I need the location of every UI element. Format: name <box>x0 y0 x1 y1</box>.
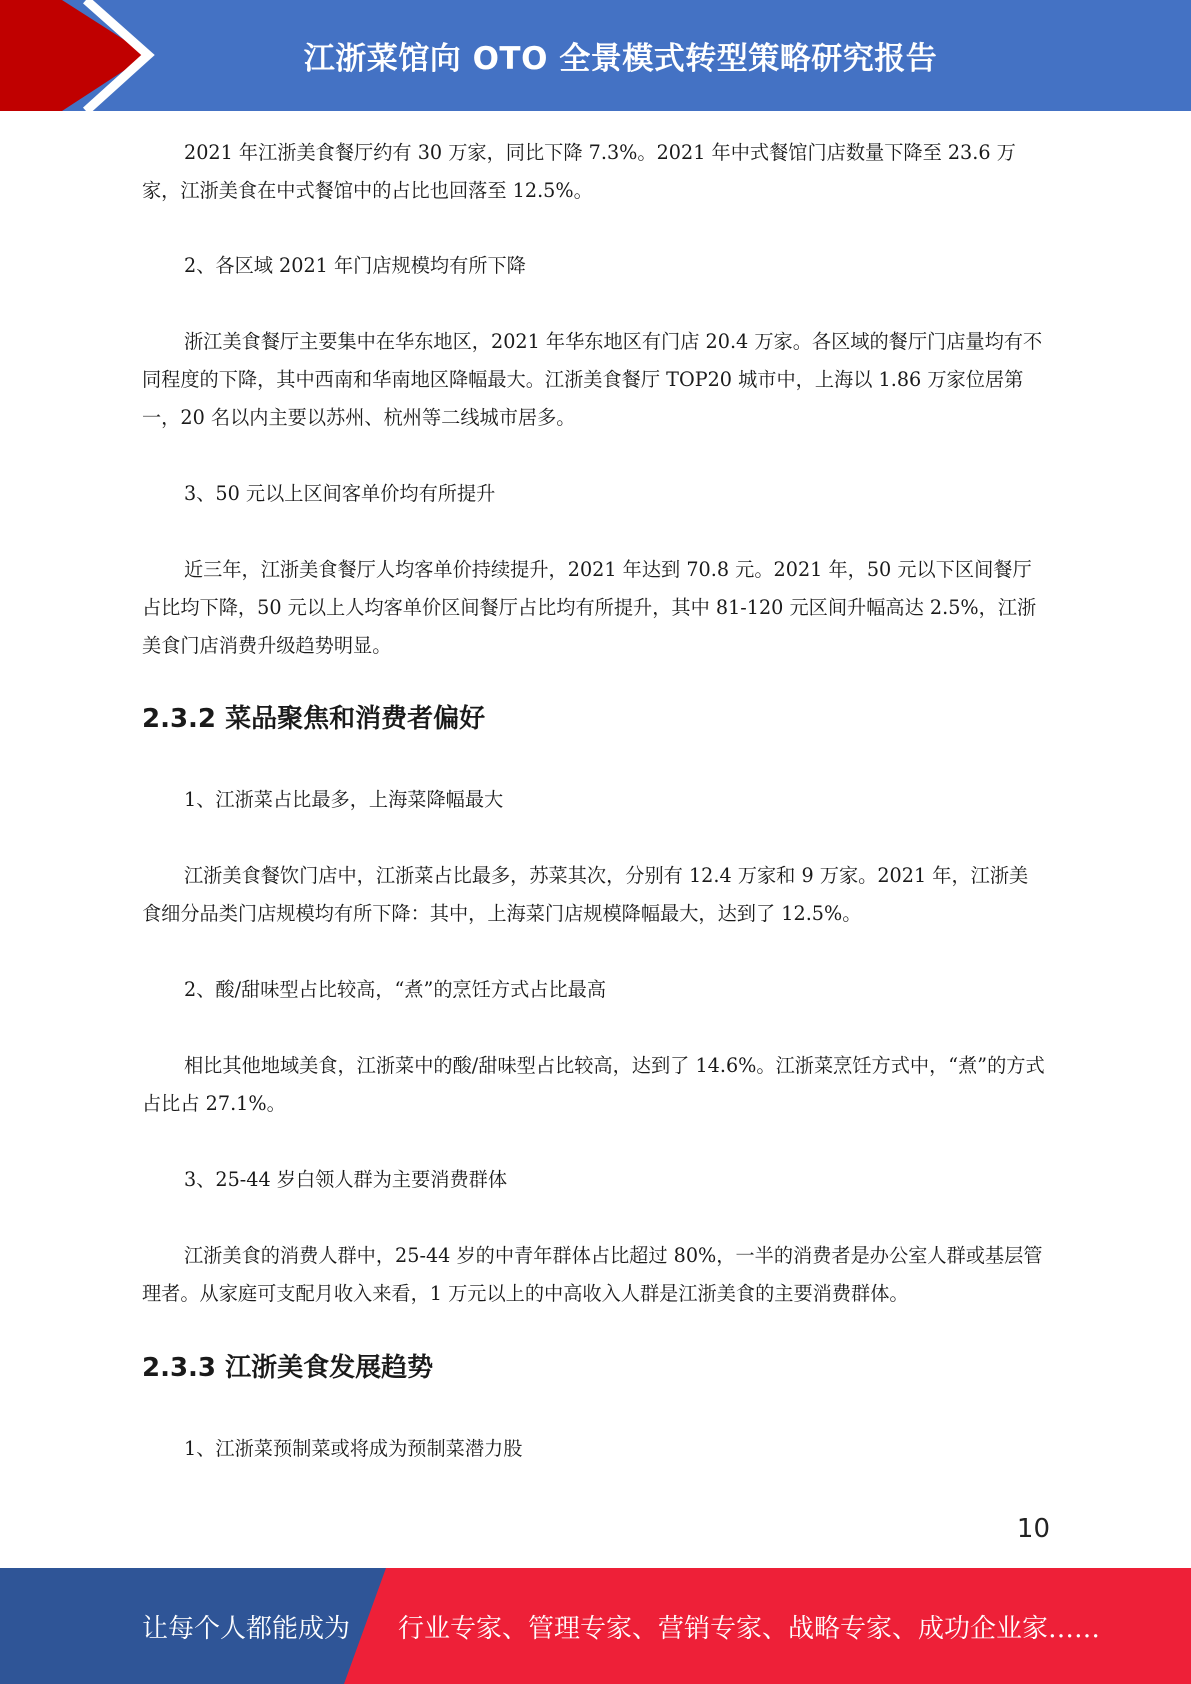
paragraph: 2021 年江浙美食餐厅约有 30 万家，同比下降 7.3%。2021 年中式餐馆门店数量下降至 23.6 万家，江浙美食在中式餐馆中的占比也回落至 12.5%。 <box>142 141 1016 202</box>
header-title: 江浙菜馆向 OTO 全景模式转型策略研究报告 <box>303 41 938 77</box>
section-heading: 2.3.3 江浙美食发展趋势 <box>142 1353 434 1383</box>
header-red-arrow <box>0 0 148 111</box>
list-item: 1、江浙菜预制菜或将成为预制菜潜力股 <box>184 1437 523 1460</box>
paragraph: 江浙美食的消费人群中，25-44 岁的中青年群体占比超过 80%，一半的消费者是办公室人群或基层管理者。从家庭可支配月收入来看，1 万元以上的中高收入人群是江浙美食的主要消费群体。 <box>142 1244 1043 1305</box>
list-item: 1、江浙菜占比最多，上海菜降幅最大 <box>184 788 504 811</box>
list-item: 3、50 元以上区间客单价均有所提升 <box>184 482 496 505</box>
page-header <box>0 0 1191 111</box>
footer-slogan-left: 让每个人都能成为 <box>142 1613 351 1644</box>
paragraph: 近三年，江浙美食餐厅人均客单价持续提升，2021 年达到 70.8 元。2021 年，50 元以下区间餐厅占比均下降，50 元以上人均客单价区间餐厅占比均有所提升，其中 81-120 元区间升幅高达 2.5%，江浙美食门店消费升级趋势明显。 <box>142 558 1037 657</box>
paragraph: 江浙美食餐饮门店中，江浙菜占比最多，苏菜其次，分别有 12.4 万家和 9 万家。2021 年，江浙美食细分品类门店规模均有所下降：其中，上海菜门店规模降幅最大，达到了 12.5%。 <box>142 864 1029 925</box>
paragraph: 相比其他地域美食，江浙菜中的酸/甜味型占比较高，达到了 14.6%。江浙菜烹饪方式中，“煮”的方式占比占 27.1%。 <box>142 1054 1045 1115</box>
page-number: 10 <box>1016 1514 1050 1544</box>
footer-slogan-right: 行业专家、管理专家、营销专家、战略专家、成功企业家…… <box>398 1613 1101 1644</box>
list-item: 2、酸/甜味型占比较高，“煮”的烹饪方式占比最高 <box>184 978 607 1001</box>
page-footer <box>0 1568 1191 1684</box>
section-heading: 2.3.2 菜品聚焦和消费者偏好 <box>142 704 486 734</box>
list-item: 3、25-44 岁白领人群为主要消费群体 <box>184 1168 508 1191</box>
list-item: 2、各区域 2021 年门店规模均有所下降 <box>184 254 526 277</box>
paragraph: 浙江美食餐厅主要集中在华东地区，2021 年华东地区有门店 20.4 万家。各区域的餐厅门店量均有不同程度的下降，其中西南和华南地区降幅最大。江浙美食餐厅 TOP20 城市中，上海以 1.86 万家位居第一，20 名以内主要以苏州、杭州等二线城市居多。 <box>142 330 1043 429</box>
